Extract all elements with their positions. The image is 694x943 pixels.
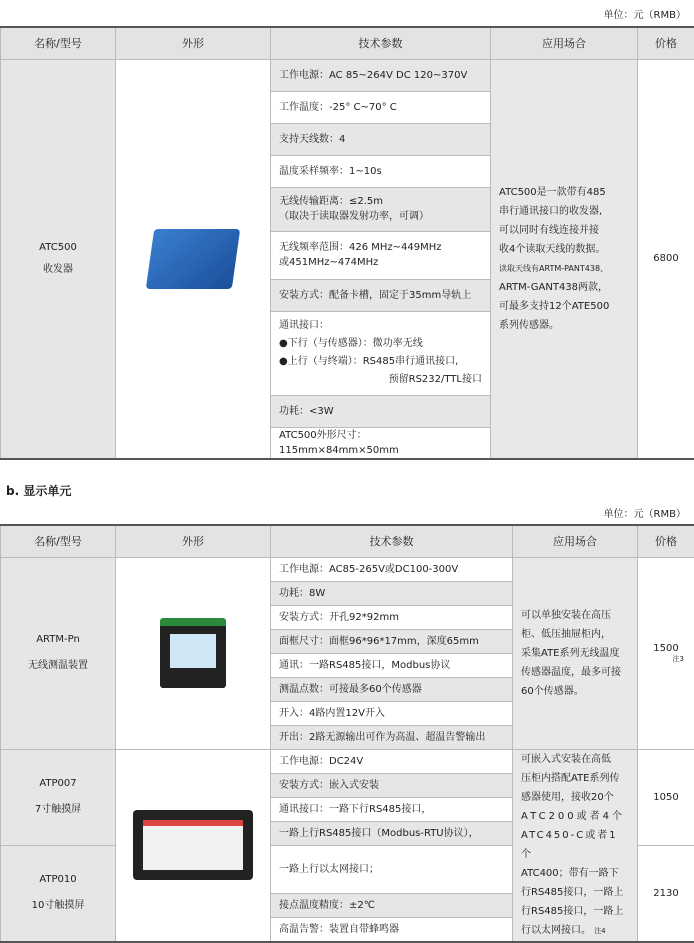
- spec: 开入：4路内置12V开入: [271, 701, 513, 725]
- app-line: 压柜内搭配ATE系列传: [521, 769, 629, 788]
- spec: 工作电源：AC85-265V或DC100-300V: [271, 557, 513, 581]
- spec: 功耗：<3W: [271, 395, 491, 427]
- app-line: 采集ATE系列无线温度: [521, 644, 629, 663]
- spec: [271, 231, 491, 279]
- app-line: 可以同时有线连接并接: [499, 221, 629, 240]
- header-app: 应用场合: [513, 525, 638, 557]
- section-title: b. 显示单元: [6, 482, 71, 499]
- app-line: 行RS485接口，一路上: [521, 902, 629, 921]
- spec: [271, 311, 491, 395]
- app-line: ATC450-C或者1个: [521, 826, 629, 864]
- header-tech: 技术参数: [271, 525, 513, 557]
- model-type: 无线测温装置: [1, 653, 115, 679]
- app-line: 传感器温度，最多可接: [521, 663, 629, 682]
- price-atp007: 1050: [638, 749, 694, 845]
- app-line: 可嵌入式安装在高低: [521, 750, 629, 769]
- spec: ATC500外形尺寸：115mm×84mm×50mm: [271, 427, 491, 459]
- spec: 一路上行以太网接口；: [271, 845, 513, 894]
- spec: 面框尺寸：面框96*96*17mm，深度65mm: [271, 629, 513, 653]
- header-price: 价格: [638, 27, 694, 59]
- app-line: 收4个读取天线的数据。: [499, 240, 629, 259]
- touchscreen-image: [133, 810, 253, 880]
- app-line: 系列传感器。: [499, 316, 629, 335]
- model-cell-atp007: [1, 749, 116, 845]
- header-name: 名称/型号: [1, 525, 116, 557]
- header-price: 价格: [638, 525, 694, 557]
- model-type: 7寸触摸屏: [1, 797, 115, 823]
- app-line: 串行通讯接口的收发器,: [499, 202, 629, 221]
- transceiver-image: [146, 229, 240, 289]
- application-cell: [513, 749, 638, 942]
- spec-line: 无线传输距离：≤2.5m: [279, 194, 482, 209]
- app-line: ARTM-GANT438两款，: [499, 278, 629, 297]
- model-type: 收发器: [1, 259, 115, 281]
- app-text: 行以太网接口。: [521, 925, 591, 936]
- app-line: 行RS485接口，一路上: [521, 883, 629, 902]
- model-name: ARTM-Pn: [1, 627, 115, 653]
- product-image: [116, 749, 271, 942]
- spec: 测温点数：可接最多60个传感器: [271, 677, 513, 701]
- model-name: ATP007: [1, 771, 115, 797]
- spec-line: 或451MHz~474MHz: [279, 255, 482, 270]
- transceiver-table: [0, 26, 694, 460]
- product-image: [116, 557, 271, 749]
- app-line: 可以单独安装在高压: [521, 606, 629, 625]
- price: 6800: [638, 59, 694, 459]
- app-line: ATC500是一款带有485: [499, 183, 629, 202]
- spec-line: ●下行（与传感器）：微功率无线: [279, 335, 482, 353]
- spec: 工作电源：DC24V: [271, 749, 513, 773]
- header-tech: 技术参数: [271, 27, 491, 59]
- model-type: 10寸触摸屏: [1, 893, 115, 919]
- app-line: 读取天线有ARTM-PANT438、: [499, 259, 629, 278]
- app-line: ATC200或者4个: [521, 807, 629, 826]
- model-cell-atp010: [1, 845, 116, 942]
- unit-label-2: 单位：元（RMB）: [604, 505, 686, 520]
- header-shape: 外形: [116, 27, 271, 59]
- app-line: 柜、低压抽屉柜内，: [521, 625, 629, 644]
- spec-line: 预留RS232/TTL接口: [279, 371, 482, 389]
- app-line: 感器使用，接收20个: [521, 788, 629, 807]
- price: [638, 557, 694, 749]
- spec: 通讯：一路RS485接口，Modbus协议: [271, 653, 513, 677]
- spec-line: 无线频率范围：426 MHz~449MHz: [279, 240, 482, 255]
- spec: 工作电源：AC 85~264V DC 120~370V: [271, 59, 491, 91]
- application-cell: [513, 557, 638, 749]
- spec: [271, 187, 491, 231]
- spec: 功耗：8W: [271, 581, 513, 605]
- spec-line: ●上行（与终端）：RS485串行通讯接口,: [279, 353, 482, 371]
- model-cell: [1, 557, 116, 749]
- spec: 高温告警：装置自带蜂鸣器: [271, 918, 513, 942]
- app-line: ATC400；带有一路下: [521, 864, 629, 883]
- app-line: 60个传感器。: [521, 682, 629, 701]
- spec: 接点温度精度：±2℃: [271, 894, 513, 918]
- spec: 开出：2路无源输出可作为高温、超温告警输出: [271, 725, 513, 749]
- spec: 通讯接口：一路下行RS485接口，: [271, 797, 513, 821]
- model-name: ATC500: [1, 237, 115, 259]
- spec: 支持天线数：4: [271, 123, 491, 155]
- app-line: [521, 921, 629, 941]
- spec: 安装方式：开孔92*92mm: [271, 605, 513, 629]
- meter-image: [160, 618, 226, 688]
- app-line: 可最多支持12个ATE500: [499, 297, 629, 316]
- note: 注4: [594, 927, 605, 935]
- note: 注3: [638, 654, 694, 664]
- header-shape: 外形: [116, 525, 271, 557]
- model-cell: [1, 59, 116, 459]
- unit-label-1: 单位：元（RMB）: [604, 6, 686, 21]
- display-table: [0, 524, 694, 943]
- spec: 安装方式：嵌入式安装: [271, 773, 513, 797]
- spec: 工作温度：-25° C~70° C: [271, 91, 491, 123]
- price-value: 1500: [638, 643, 694, 654]
- spec: 安装方式：配备卡槽，固定于35mm导轨上: [271, 279, 491, 311]
- header-name: 名称/型号: [1, 27, 116, 59]
- spec: 温度采样频率：1~10s: [271, 155, 491, 187]
- spec-line: （取决于读取器发射功率，可调）: [279, 209, 482, 224]
- price-atp010: 2130: [638, 845, 694, 942]
- header-app: 应用场合: [491, 27, 638, 59]
- product-image: [116, 59, 271, 459]
- model-name: ATP010: [1, 867, 115, 893]
- application-cell: [491, 59, 638, 459]
- spec: 一路上行RS485接口（Modbus-RTU协议），: [271, 821, 513, 845]
- spec-line: 通讯接口：: [279, 317, 482, 335]
